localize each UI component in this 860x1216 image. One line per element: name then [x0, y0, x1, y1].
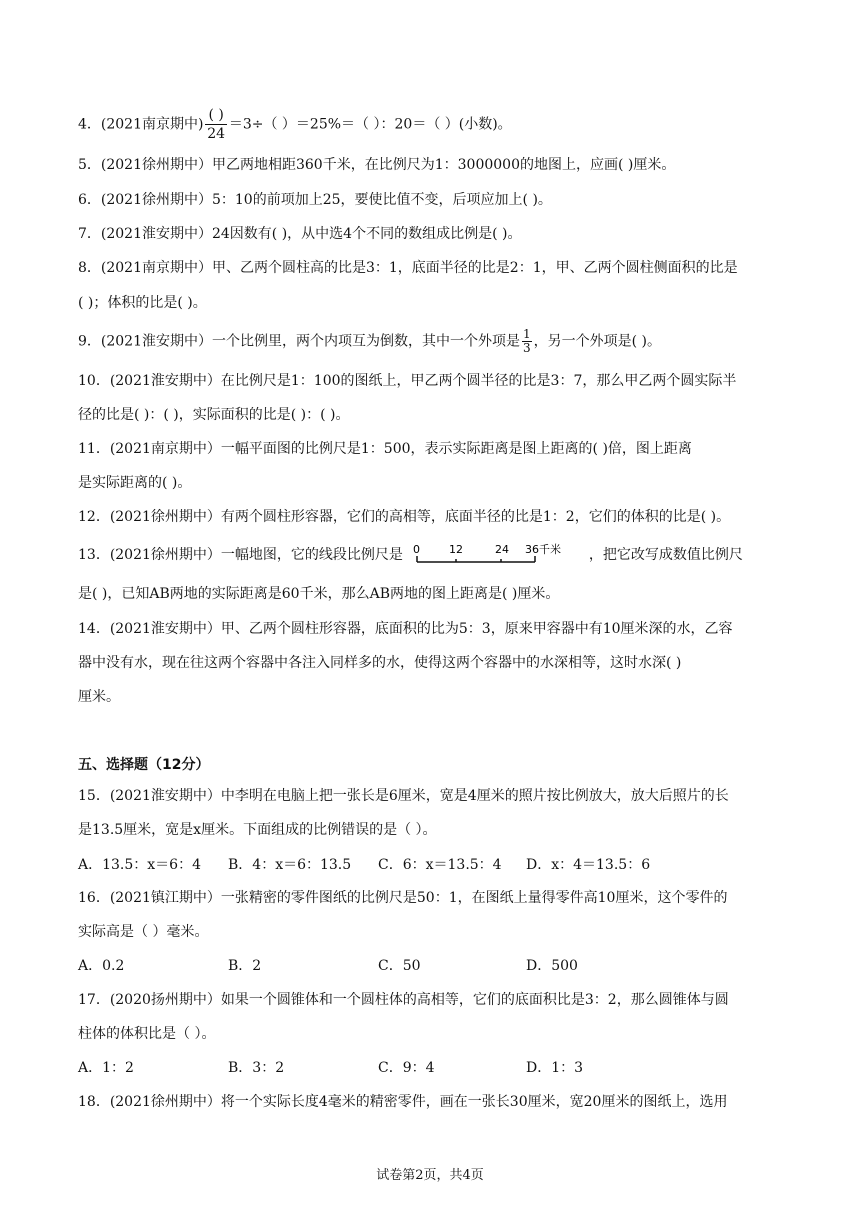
- q16-option-c[interactable]: C．50: [378, 958, 421, 974]
- question-11-line-1: 11．(2021南京期中）一幅平面图的比例尺是1：500，表示实际距离是图上距离的( )倍，图上距离: [78, 441, 692, 457]
- question-17-line-2: 柱体的体积比是（ ）。: [78, 1026, 216, 1042]
- question-13-line-2: 是( )，已知AB两地的实际距离是60千米，那么AB两地的图上距离是( )厘米。: [78, 586, 560, 602]
- q16-option-d[interactable]: D．500: [526, 958, 578, 974]
- question-4: [78, 106, 512, 143]
- q15-option-c[interactable]: C．6：x＝13.5：4: [378, 857, 502, 873]
- scale-label-12: 12: [448, 543, 463, 556]
- q17-option-a[interactable]: A．1：2: [78, 1060, 134, 1076]
- q13-suffix: ，把它改写成数值比例尺: [588, 547, 743, 563]
- q15-option-a[interactable]: A．13.5：x＝6：4: [78, 857, 201, 873]
- line-segment-scale-bar: [411, 542, 581, 568]
- question-14-line-1: 14．(2021淮安期中）甲、乙两个圆柱形容器，底面积的比为5：3，原来甲容器中有10厘米深的水，乙容: [78, 621, 733, 637]
- q16-option-b[interactable]: B．2: [228, 958, 262, 974]
- section-5-heading: 五、选择题（12分）: [78, 757, 210, 773]
- question-11-line-2: 是实际距离的( )。: [78, 475, 192, 491]
- question-10-line-2: 径的比是( )：( )，实际面积的比是( )：( )。: [78, 407, 350, 423]
- question-14-line-3: 厘米。: [78, 689, 120, 705]
- scale-label-36: 36千米: [524, 543, 561, 556]
- q16-option-a[interactable]: A．0.2: [78, 958, 125, 974]
- question-12: 12．(2021徐州期中）有两个圆柱形容器，它们的高相等，底面半径的比是1：2，它们的体积的比是( )。: [78, 509, 731, 525]
- q13-prefix: 13．(2021徐州期中）一幅地图，它的线段比例尺是: [78, 547, 403, 563]
- q4-prefix: 4．(2021南京期中): [78, 116, 204, 133]
- question-8-line-1: 8．(2021南京期中）甲、乙两个圆柱高的比是3：1，底面半径的比是2：1，甲、乙两个圆柱侧面积的比是: [78, 260, 738, 276]
- q9-fraction: [522, 328, 532, 355]
- scale-label-0: 0: [412, 543, 420, 556]
- q9-suffix: ，另一个外项是( )。: [533, 333, 662, 350]
- question-5: 5．(2021徐州期中）甲乙两地相距360千米，在比例尺为1：3000000的地图上，应画( )厘米。: [78, 157, 676, 173]
- q9-fraction-denominator: 3: [523, 341, 531, 355]
- q17-option-c[interactable]: C．9：4: [378, 1060, 435, 1076]
- scale-label-24: 24: [494, 543, 509, 556]
- q9-fraction-numerator: 1: [523, 327, 531, 341]
- question-14-line-2: 器中没有水，现在往这两个容器中各注入同样多的水，使得这两个容器中的水深相等，这时水深( ): [78, 655, 682, 671]
- q15-option-b[interactable]: B．4：x＝6：13.5: [228, 857, 352, 873]
- q4-fraction-numerator: ( ): [205, 106, 226, 125]
- q17-option-d[interactable]: D．1：3: [526, 1060, 584, 1076]
- question-17-line-1: 17．(2020扬州期中）如果一个圆锥体和一个圆柱体的高相等，它们的底面积比是3：2，那么圆锥体与圆: [78, 992, 729, 1008]
- question-7: 7．(2021淮安期中）24因数有( )，从中选4个不同的数组成比例是( )。: [78, 226, 522, 242]
- question-18-line-1: 18．(2021徐州期中）将一个实际长度4毫米的精密零件，画在一张长30厘米，宽20厘米的图纸上，选用: [78, 1094, 728, 1110]
- question-8-line-2: ( )；体积的比是( )。: [78, 295, 207, 311]
- q15-option-d[interactable]: D．x：4＝13.5：6: [526, 857, 651, 873]
- question-15-line-1: 15．(2021淮安期中）中李明在电脑上把一张长是6厘米，宽是4厘米的照片按比例放大，放大后照片的长: [78, 788, 729, 804]
- q4-fraction-denominator: 24: [207, 126, 226, 142]
- q4-fraction: [205, 106, 226, 143]
- q4-suffix: ＝3÷（ ）＝25%＝（ ）：20＝（ ）(小数)。: [228, 116, 512, 133]
- question-10-line-1: 10．(2021淮安期中）在比例尺是1：100的图纸上，甲乙两个圆半径的比是3：7，那么甲乙两个圆实际半: [78, 373, 737, 389]
- question-13-line-1: [78, 542, 743, 568]
- question-16-line-1: 16．(2021镇江期中）一张精密的零件图纸的比例尺是50：1，在图纸上量得零件高10厘米，这个零件的: [78, 890, 728, 906]
- question-9: [78, 328, 661, 355]
- question-16-line-2: 实际高是（ ）毫米。: [78, 924, 209, 940]
- page-footer: 试卷第2页，共4页: [376, 1168, 484, 1183]
- question-15-line-2: 是13.5厘米，宽是x厘米。下面组成的比例错误的是（ ）。: [78, 822, 437, 838]
- question-6: 6．(2021徐州期中）5：10的前项加上25，要使比值不变，后项应加上( )。: [78, 192, 552, 208]
- q9-prefix: 9．(2021淮安期中）一个比例里，两个内项互为倒数，其中一个外项是: [78, 333, 520, 350]
- q17-option-b[interactable]: B．3：2: [228, 1060, 285, 1076]
